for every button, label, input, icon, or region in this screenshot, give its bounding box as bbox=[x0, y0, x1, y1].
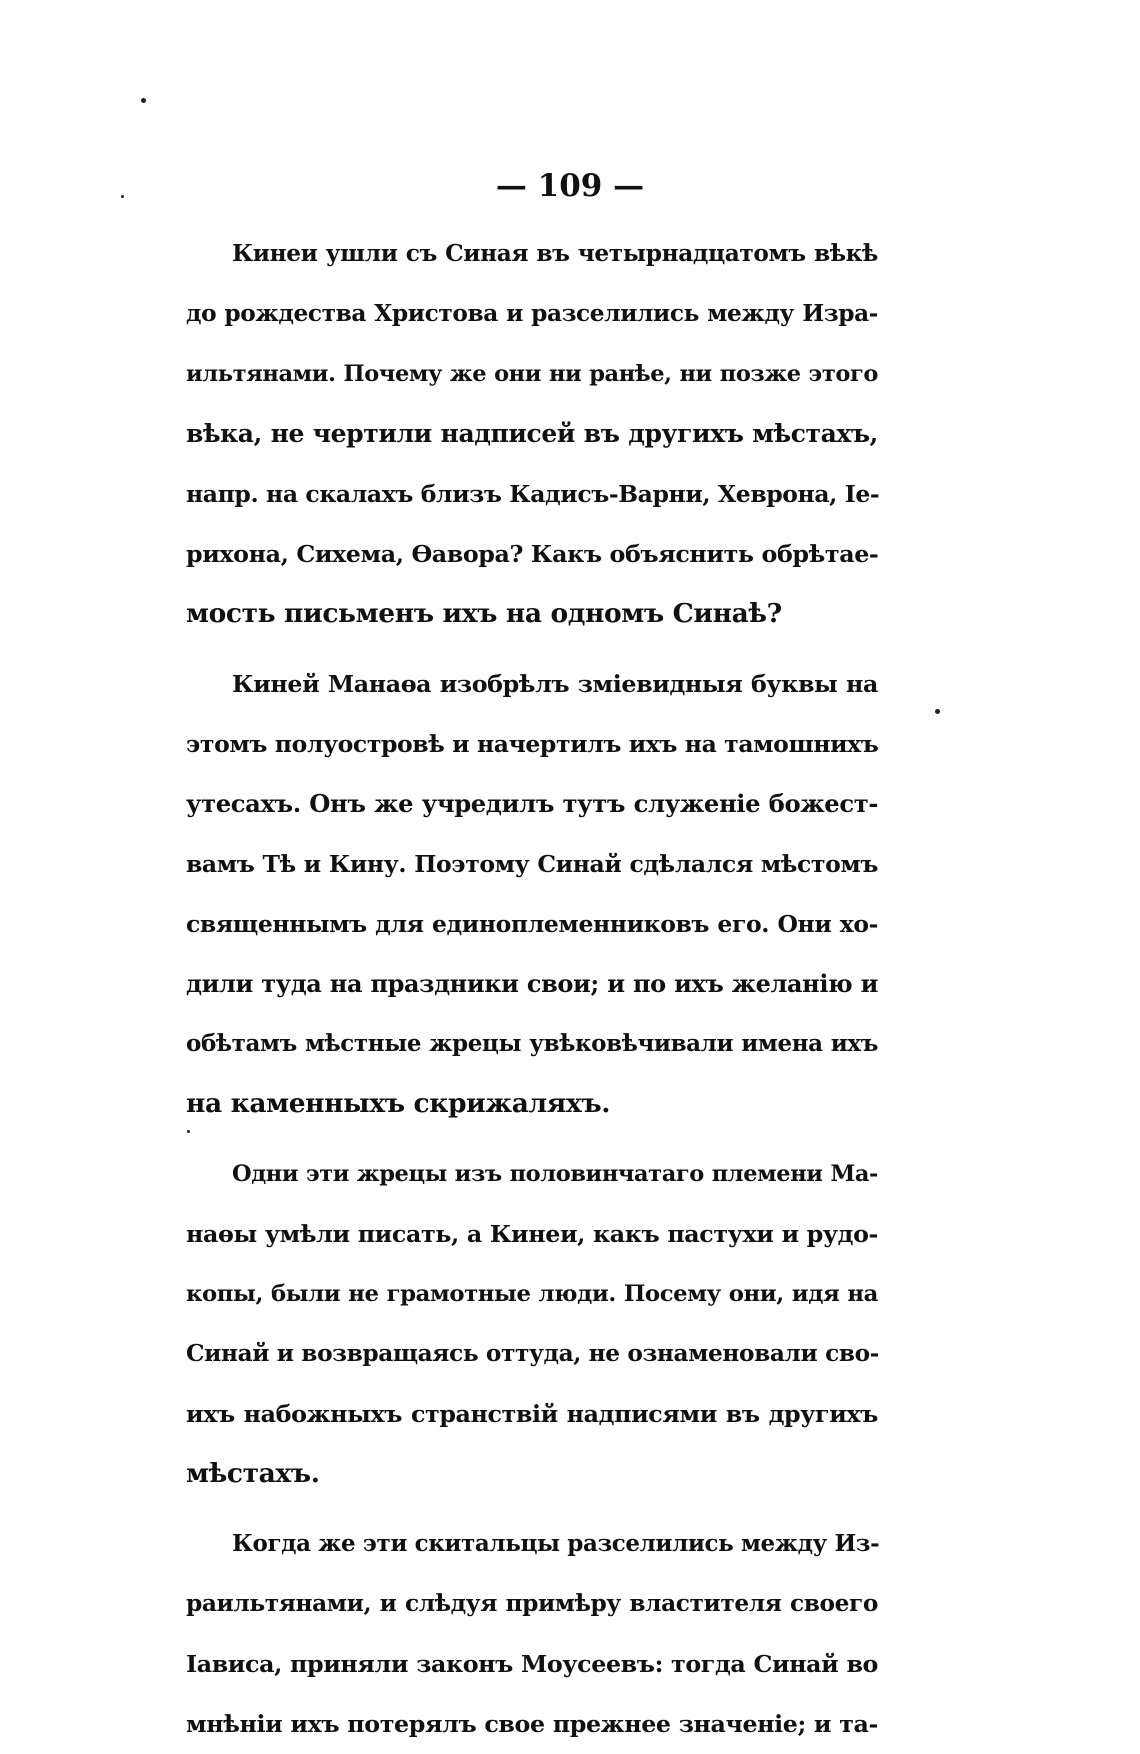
text-line: дили туда на праздники свои; и по ихъ желанію и bbox=[186, 969, 878, 998]
text-line: этомъ полуостровѣ и начертилъ ихъ на тамошнихъ bbox=[186, 730, 879, 758]
text-line: рихона, Сихема, Өавора? Какъ объяснить обрѣтае- bbox=[186, 540, 879, 568]
paragraph-4 bbox=[186, 1514, 878, 1754]
text-line: Іависа, приняли законъ Моусеевъ: тогда Синай во bbox=[186, 1650, 878, 1678]
text-line: ильтянами. Почему же они ни ранѣе, ни позже этого bbox=[186, 361, 878, 387]
text-line: Синай и возвращаясь оттуда, не ознаменовали сво- bbox=[186, 1340, 879, 1367]
text-line: раильтянами, и слѣдуя примѣру властителя своего bbox=[186, 1590, 878, 1617]
paragraph-3 bbox=[186, 1144, 878, 1504]
print-speck bbox=[141, 98, 146, 103]
body-text bbox=[186, 224, 878, 1754]
text-line: священнымъ для единоплеменниковъ его. Они хо- bbox=[186, 910, 878, 938]
text-line: вамъ Тѣ и Кину. Поэтому Синай сдѣлался мѣстомъ bbox=[186, 850, 878, 878]
text-line: Одни эти жрецы изъ половинчатаго племени Ма- bbox=[232, 1161, 878, 1187]
text-line: наөы умѣли писать, а Кинеи, какъ пастухи и рудо- bbox=[186, 1220, 878, 1248]
text-line: до рождества Христова и разселились между Изра- bbox=[186, 300, 878, 327]
page-number: — 109 — bbox=[495, 168, 645, 204]
text-line: обѣтамъ мѣстные жрецы увѣковѣчивали имена ихъ bbox=[186, 1030, 878, 1057]
text-line: Киней Манаөа изобрѣлъ зміевидныя буквы на bbox=[232, 670, 878, 698]
text-line: мѣстахъ. bbox=[186, 1458, 320, 1489]
paragraph-1 bbox=[186, 224, 878, 644]
text-line: вѣка, не чертили надписей въ другихъ мѣстахъ, bbox=[186, 419, 878, 448]
text-line: напр. на скалахъ близъ Кадисъ-Варни, Хеврона, Іе- bbox=[186, 480, 880, 508]
text-line: копы, были не грамотные люди. Посему они, идя на bbox=[186, 1281, 878, 1307]
text-line: мнѣніи ихъ потерялъ свое прежнее значеніе; и та- bbox=[186, 1710, 878, 1738]
text-line: Кинеи ушли съ Синая въ четырнадцатомъ вѣкѣ bbox=[232, 240, 878, 267]
text-line: мость письменъ ихъ на одномъ Синаѣ? bbox=[186, 598, 782, 629]
print-speck bbox=[935, 709, 940, 714]
text-line: на каменныхъ скрижаляхъ. bbox=[186, 1088, 611, 1119]
text-line: ихъ набожныхъ странствій надписями въ другихъ bbox=[186, 1400, 878, 1428]
text-line: утесахъ. Онъ же учредилъ тутъ служеніе божест- bbox=[186, 789, 878, 818]
text-line: Когда же эти скитальцы разселились между Из- bbox=[232, 1530, 880, 1557]
paragraph-2 bbox=[186, 654, 878, 1134]
